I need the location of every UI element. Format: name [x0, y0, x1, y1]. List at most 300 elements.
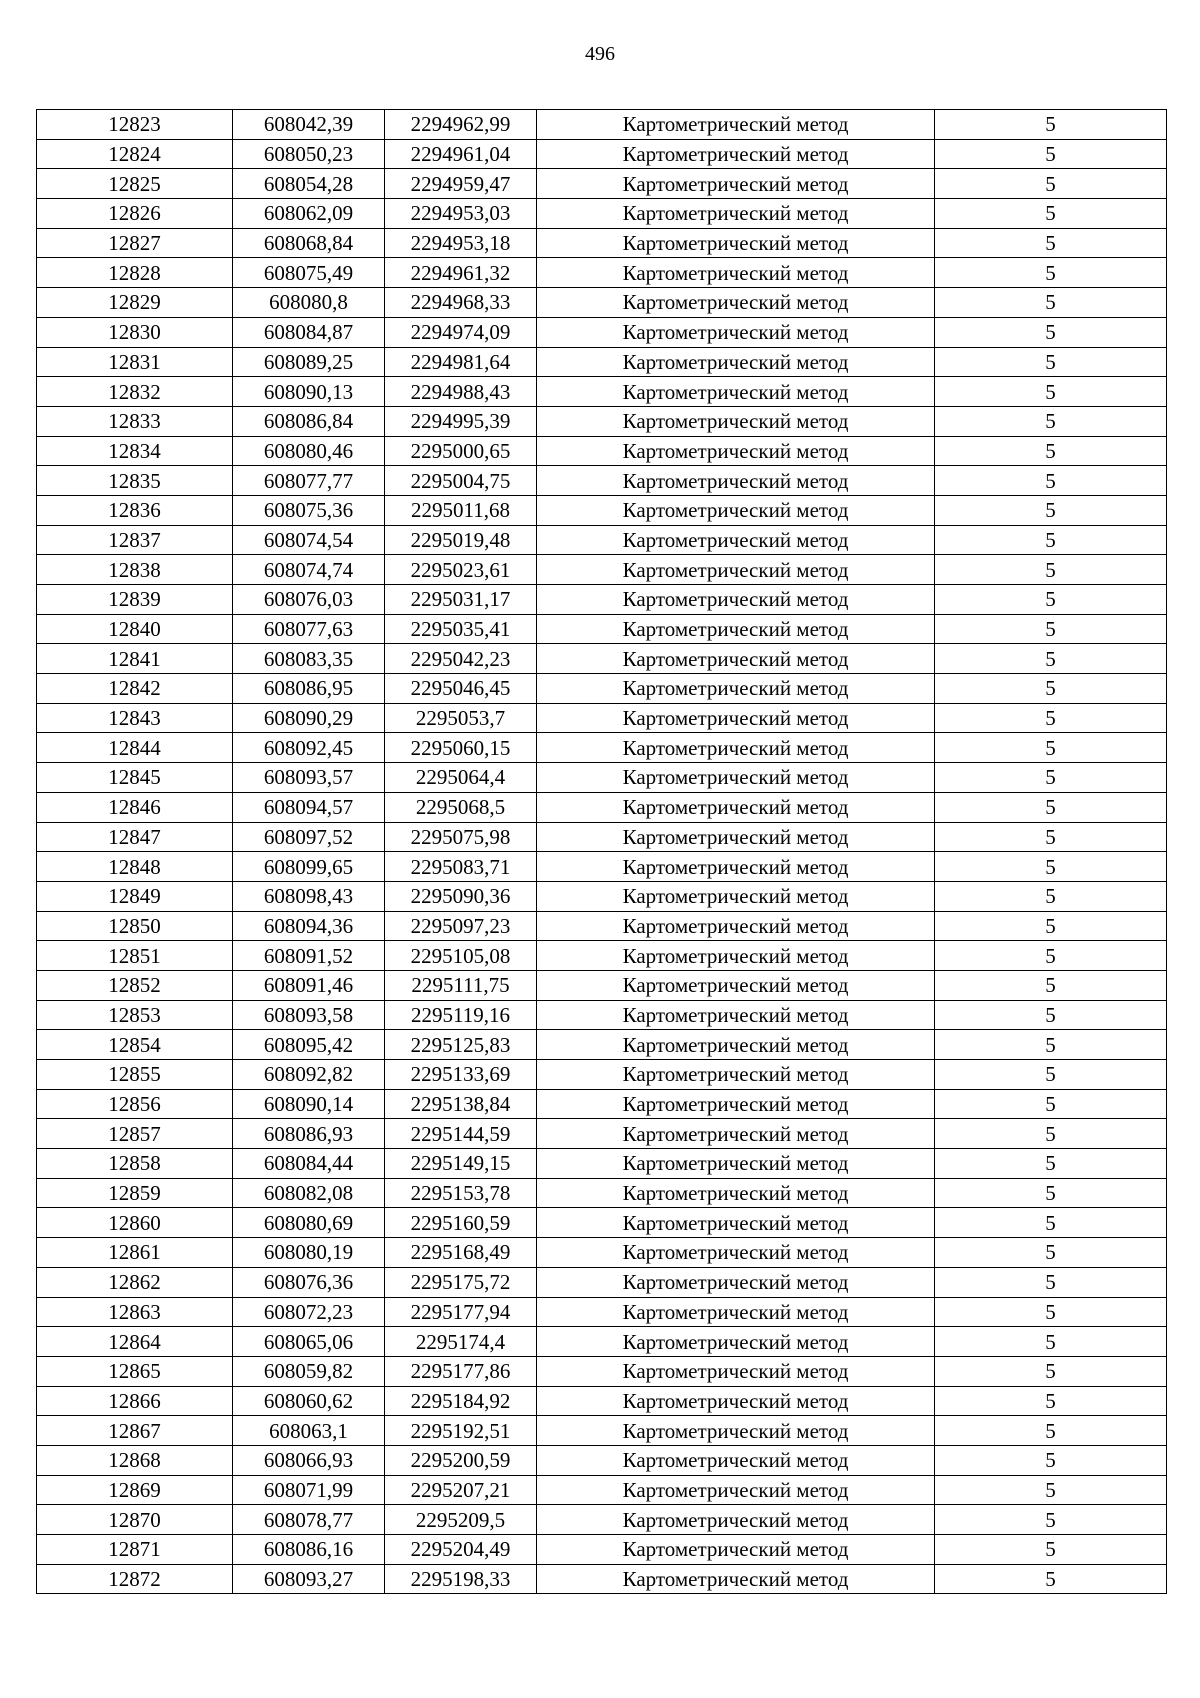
- method-cell: Картометрический метод: [537, 169, 935, 199]
- point-number-cell: 12824: [37, 139, 233, 169]
- table-row: [37, 674, 1167, 704]
- x-coordinate-cell: 608082,08: [233, 1178, 385, 1208]
- x-coordinate-cell: 608078,77: [233, 1505, 385, 1535]
- point-number-cell: 12836: [37, 495, 233, 525]
- accuracy-cell: 5: [935, 1060, 1167, 1090]
- table-row: [37, 881, 1167, 911]
- x-coordinate-cell: 608084,87: [233, 317, 385, 347]
- table-row: [37, 1089, 1167, 1119]
- accuracy-cell: 5: [935, 555, 1167, 585]
- method-cell: Картометрический метод: [537, 436, 935, 466]
- table-row: [37, 1535, 1167, 1565]
- point-number-cell: 12852: [37, 970, 233, 1000]
- method-cell: Картометрический метод: [537, 1505, 935, 1535]
- table-row: [37, 970, 1167, 1000]
- table-row: [37, 466, 1167, 496]
- y-coordinate-cell: 2295160,59: [385, 1208, 537, 1238]
- point-number-cell: 12864: [37, 1327, 233, 1357]
- point-number-cell: 12839: [37, 585, 233, 615]
- table-row: [37, 1000, 1167, 1030]
- y-coordinate-cell: 2295153,78: [385, 1178, 537, 1208]
- x-coordinate-cell: 608076,03: [233, 585, 385, 615]
- point-number-cell: 12863: [37, 1297, 233, 1327]
- x-coordinate-cell: 608090,13: [233, 377, 385, 407]
- table-row: [37, 139, 1167, 169]
- x-coordinate-cell: 608094,36: [233, 911, 385, 941]
- x-coordinate-cell: 608076,36: [233, 1267, 385, 1297]
- y-coordinate-cell: 2295097,23: [385, 911, 537, 941]
- y-coordinate-cell: 2295004,75: [385, 466, 537, 496]
- accuracy-cell: 5: [935, 258, 1167, 288]
- x-coordinate-cell: 608074,74: [233, 555, 385, 585]
- point-number-cell: 12858: [37, 1149, 233, 1179]
- accuracy-cell: 5: [935, 110, 1167, 140]
- table-row: [37, 495, 1167, 525]
- y-coordinate-cell: 2295060,15: [385, 733, 537, 763]
- method-cell: Картометрический метод: [537, 1060, 935, 1090]
- accuracy-cell: 5: [935, 1178, 1167, 1208]
- method-cell: Картометрический метод: [537, 1208, 935, 1238]
- point-number-cell: 12843: [37, 703, 233, 733]
- table-row: [37, 1119, 1167, 1149]
- y-coordinate-cell: 2295174,4: [385, 1327, 537, 1357]
- x-coordinate-cell: 608091,46: [233, 970, 385, 1000]
- y-coordinate-cell: 2295090,36: [385, 881, 537, 911]
- y-coordinate-cell: 2295138,84: [385, 1089, 537, 1119]
- accuracy-cell: 5: [935, 1356, 1167, 1386]
- method-cell: Картометрический метод: [537, 1475, 935, 1505]
- table-row: [37, 406, 1167, 436]
- point-number-cell: 12868: [37, 1445, 233, 1475]
- y-coordinate-cell: 2295200,59: [385, 1445, 537, 1475]
- x-coordinate-cell: 608062,09: [233, 199, 385, 229]
- method-cell: Картометрический метод: [537, 1297, 935, 1327]
- y-coordinate-cell: 2295184,92: [385, 1386, 537, 1416]
- table-row: [37, 1445, 1167, 1475]
- accuracy-cell: 5: [935, 466, 1167, 496]
- x-coordinate-cell: 608080,69: [233, 1208, 385, 1238]
- accuracy-cell: 5: [935, 525, 1167, 555]
- x-coordinate-cell: 608068,84: [233, 228, 385, 258]
- table-row: [37, 555, 1167, 585]
- method-cell: Картометрический метод: [537, 139, 935, 169]
- point-number-cell: 12850: [37, 911, 233, 941]
- accuracy-cell: 5: [935, 1297, 1167, 1327]
- point-number-cell: 12849: [37, 881, 233, 911]
- method-cell: Картометрический метод: [537, 1149, 935, 1179]
- method-cell: Картометрический метод: [537, 614, 935, 644]
- x-coordinate-cell: 608077,63: [233, 614, 385, 644]
- y-coordinate-cell: 2295053,7: [385, 703, 537, 733]
- accuracy-cell: 5: [935, 1386, 1167, 1416]
- method-cell: Картометрический метод: [537, 466, 935, 496]
- point-number-cell: 12870: [37, 1505, 233, 1535]
- table-row: [37, 852, 1167, 882]
- method-cell: Картометрический метод: [537, 852, 935, 882]
- point-number-cell: 12831: [37, 347, 233, 377]
- x-coordinate-cell: 608074,54: [233, 525, 385, 555]
- y-coordinate-cell: 2294961,32: [385, 258, 537, 288]
- method-cell: Картометрический метод: [537, 1356, 935, 1386]
- accuracy-cell: 5: [935, 674, 1167, 704]
- table-row: [37, 110, 1167, 140]
- table-row: [37, 199, 1167, 229]
- x-coordinate-cell: 608080,8: [233, 288, 385, 318]
- point-number-cell: 12848: [37, 852, 233, 882]
- point-number-cell: 12869: [37, 1475, 233, 1505]
- point-number-cell: 12872: [37, 1564, 233, 1594]
- y-coordinate-cell: 2295198,33: [385, 1564, 537, 1594]
- y-coordinate-cell: 2295064,4: [385, 763, 537, 793]
- y-coordinate-cell: 2295105,08: [385, 941, 537, 971]
- y-coordinate-cell: 2295192,51: [385, 1416, 537, 1446]
- point-number-cell: 12835: [37, 466, 233, 496]
- method-cell: Картометрический метод: [537, 674, 935, 704]
- accuracy-cell: 5: [935, 169, 1167, 199]
- y-coordinate-cell: 2294988,43: [385, 377, 537, 407]
- point-number-cell: 12833: [37, 406, 233, 436]
- point-number-cell: 12867: [37, 1416, 233, 1446]
- y-coordinate-cell: 2295149,15: [385, 1149, 537, 1179]
- x-coordinate-cell: 608050,23: [233, 139, 385, 169]
- point-number-cell: 12865: [37, 1356, 233, 1386]
- method-cell: Картометрический метод: [537, 495, 935, 525]
- table-row: [37, 911, 1167, 941]
- y-coordinate-cell: 2294974,09: [385, 317, 537, 347]
- y-coordinate-cell: 2295042,23: [385, 644, 537, 674]
- y-coordinate-cell: 2295177,86: [385, 1356, 537, 1386]
- y-coordinate-cell: 2295068,5: [385, 792, 537, 822]
- table-row: [37, 1475, 1167, 1505]
- y-coordinate-cell: 2294995,39: [385, 406, 537, 436]
- method-cell: Картометрический метод: [537, 1238, 935, 1268]
- y-coordinate-cell: 2295031,17: [385, 585, 537, 615]
- method-cell: Картометрический метод: [537, 555, 935, 585]
- y-coordinate-cell: 2294953,18: [385, 228, 537, 258]
- table-row: [37, 1178, 1167, 1208]
- accuracy-cell: 5: [935, 822, 1167, 852]
- method-cell: Картометрический метод: [537, 1178, 935, 1208]
- table-row: [37, 1297, 1167, 1327]
- method-cell: Картометрический метод: [537, 347, 935, 377]
- point-number-cell: 12856: [37, 1089, 233, 1119]
- accuracy-cell: 5: [935, 614, 1167, 644]
- accuracy-cell: 5: [935, 1208, 1167, 1238]
- x-coordinate-cell: 608086,16: [233, 1535, 385, 1565]
- x-coordinate-cell: 608084,44: [233, 1149, 385, 1179]
- y-coordinate-cell: 2295168,49: [385, 1238, 537, 1268]
- y-coordinate-cell: 2295035,41: [385, 614, 537, 644]
- accuracy-cell: 5: [935, 199, 1167, 229]
- x-coordinate-cell: 608093,58: [233, 1000, 385, 1030]
- table-row: [37, 436, 1167, 466]
- point-number-cell: 12860: [37, 1208, 233, 1238]
- coordinates-table: [36, 109, 1167, 1594]
- table-row: [37, 733, 1167, 763]
- table-row: [37, 377, 1167, 407]
- x-coordinate-cell: 608072,23: [233, 1297, 385, 1327]
- method-cell: Картометрический метод: [537, 1267, 935, 1297]
- method-cell: Картометрический метод: [537, 703, 935, 733]
- y-coordinate-cell: 2294981,64: [385, 347, 537, 377]
- y-coordinate-cell: 2295125,83: [385, 1030, 537, 1060]
- x-coordinate-cell: 608059,82: [233, 1356, 385, 1386]
- x-coordinate-cell: 608093,27: [233, 1564, 385, 1594]
- accuracy-cell: 5: [935, 644, 1167, 674]
- accuracy-cell: 5: [935, 1089, 1167, 1119]
- accuracy-cell: 5: [935, 1505, 1167, 1535]
- table-row: [37, 1060, 1167, 1090]
- table-row: [37, 258, 1167, 288]
- method-cell: Картометрический метод: [537, 911, 935, 941]
- y-coordinate-cell: 2295204,49: [385, 1535, 537, 1565]
- point-number-cell: 12847: [37, 822, 233, 852]
- accuracy-cell: 5: [935, 852, 1167, 882]
- y-coordinate-cell: 2294968,33: [385, 288, 537, 318]
- x-coordinate-cell: 608054,28: [233, 169, 385, 199]
- point-number-cell: 12859: [37, 1178, 233, 1208]
- table-row: [37, 614, 1167, 644]
- x-coordinate-cell: 608077,77: [233, 466, 385, 496]
- y-coordinate-cell: 2295083,71: [385, 852, 537, 882]
- method-cell: Картометрический метод: [537, 644, 935, 674]
- point-number-cell: 12866: [37, 1386, 233, 1416]
- table-row: [37, 644, 1167, 674]
- accuracy-cell: 5: [935, 585, 1167, 615]
- point-number-cell: 12828: [37, 258, 233, 288]
- table-row: [37, 1267, 1167, 1297]
- x-coordinate-cell: 608099,65: [233, 852, 385, 882]
- y-coordinate-cell: 2295023,61: [385, 555, 537, 585]
- y-coordinate-cell: 2294962,99: [385, 110, 537, 140]
- x-coordinate-cell: 608097,52: [233, 822, 385, 852]
- accuracy-cell: 5: [935, 495, 1167, 525]
- accuracy-cell: 5: [935, 406, 1167, 436]
- point-number-cell: 12855: [37, 1060, 233, 1090]
- method-cell: Картометрический метод: [537, 1119, 935, 1149]
- x-coordinate-cell: 608080,46: [233, 436, 385, 466]
- table-row: [37, 228, 1167, 258]
- method-cell: Картометрический метод: [537, 199, 935, 229]
- table-row: [37, 1356, 1167, 1386]
- y-coordinate-cell: 2295207,21: [385, 1475, 537, 1505]
- point-number-cell: 12826: [37, 199, 233, 229]
- table-row: [37, 763, 1167, 793]
- x-coordinate-cell: 608090,14: [233, 1089, 385, 1119]
- accuracy-cell: 5: [935, 1149, 1167, 1179]
- x-coordinate-cell: 608092,82: [233, 1060, 385, 1090]
- point-number-cell: 12837: [37, 525, 233, 555]
- point-number-cell: 12823: [37, 110, 233, 140]
- table-row: [37, 1416, 1167, 1446]
- y-coordinate-cell: 2294959,47: [385, 169, 537, 199]
- x-coordinate-cell: 608089,25: [233, 347, 385, 377]
- point-number-cell: 12840: [37, 614, 233, 644]
- x-coordinate-cell: 608075,36: [233, 495, 385, 525]
- method-cell: Картометрический метод: [537, 228, 935, 258]
- method-cell: Картометрический метод: [537, 733, 935, 763]
- x-coordinate-cell: 608086,95: [233, 674, 385, 704]
- x-coordinate-cell: 608080,19: [233, 1238, 385, 1268]
- accuracy-cell: 5: [935, 1119, 1167, 1149]
- accuracy-cell: 5: [935, 436, 1167, 466]
- method-cell: Картометрический метод: [537, 1386, 935, 1416]
- accuracy-cell: 5: [935, 911, 1167, 941]
- accuracy-cell: 5: [935, 1000, 1167, 1030]
- page-number: 496: [585, 43, 615, 65]
- table-row: [37, 347, 1167, 377]
- table-row: [37, 1327, 1167, 1357]
- method-cell: Картометрический метод: [537, 258, 935, 288]
- accuracy-cell: 5: [935, 1267, 1167, 1297]
- table-row: [37, 941, 1167, 971]
- accuracy-cell: 5: [935, 703, 1167, 733]
- method-cell: Картометрический метод: [537, 1445, 935, 1475]
- y-coordinate-cell: 2295011,68: [385, 495, 537, 525]
- x-coordinate-cell: 608091,52: [233, 941, 385, 971]
- x-coordinate-cell: 608060,62: [233, 1386, 385, 1416]
- y-coordinate-cell: 2295046,45: [385, 674, 537, 704]
- accuracy-cell: 5: [935, 1327, 1167, 1357]
- method-cell: Картометрический метод: [537, 1089, 935, 1119]
- method-cell: Картометрический метод: [537, 377, 935, 407]
- x-coordinate-cell: 608095,42: [233, 1030, 385, 1060]
- point-number-cell: 12861: [37, 1238, 233, 1268]
- table-row: [37, 703, 1167, 733]
- x-coordinate-cell: 608075,49: [233, 258, 385, 288]
- accuracy-cell: 5: [935, 1445, 1167, 1475]
- accuracy-cell: 5: [935, 347, 1167, 377]
- point-number-cell: 12834: [37, 436, 233, 466]
- x-coordinate-cell: 608093,57: [233, 763, 385, 793]
- x-coordinate-cell: 608063,1: [233, 1416, 385, 1446]
- x-coordinate-cell: 608086,93: [233, 1119, 385, 1149]
- point-number-cell: 12830: [37, 317, 233, 347]
- method-cell: Картометрический метод: [537, 406, 935, 436]
- point-number-cell: 12853: [37, 1000, 233, 1030]
- method-cell: Картометрический метод: [537, 792, 935, 822]
- accuracy-cell: 5: [935, 1564, 1167, 1594]
- x-coordinate-cell: 608065,06: [233, 1327, 385, 1357]
- accuracy-cell: 5: [935, 288, 1167, 318]
- method-cell: Картометрический метод: [537, 585, 935, 615]
- method-cell: Картометрический метод: [537, 1327, 935, 1357]
- accuracy-cell: 5: [935, 763, 1167, 793]
- y-coordinate-cell: 2295177,94: [385, 1297, 537, 1327]
- y-coordinate-cell: 2295075,98: [385, 822, 537, 852]
- x-coordinate-cell: 608094,57: [233, 792, 385, 822]
- x-coordinate-cell: 608083,35: [233, 644, 385, 674]
- method-cell: Картометрический метод: [537, 881, 935, 911]
- accuracy-cell: 5: [935, 139, 1167, 169]
- point-number-cell: 12846: [37, 792, 233, 822]
- x-coordinate-cell: 608098,43: [233, 881, 385, 911]
- method-cell: Картометрический метод: [537, 288, 935, 318]
- accuracy-cell: 5: [935, 317, 1167, 347]
- method-cell: Картометрический метод: [537, 525, 935, 555]
- y-coordinate-cell: 2294961,04: [385, 139, 537, 169]
- point-number-cell: 12829: [37, 288, 233, 318]
- y-coordinate-cell: 2295119,16: [385, 1000, 537, 1030]
- table-row: [37, 585, 1167, 615]
- point-number-cell: 12871: [37, 1535, 233, 1565]
- method-cell: Картометрический метод: [537, 1535, 935, 1565]
- table-row: [37, 1030, 1167, 1060]
- point-number-cell: 12832: [37, 377, 233, 407]
- accuracy-cell: 5: [935, 1238, 1167, 1268]
- table-row: [37, 822, 1167, 852]
- x-coordinate-cell: 608090,29: [233, 703, 385, 733]
- x-coordinate-cell: 608042,39: [233, 110, 385, 140]
- x-coordinate-cell: 608092,45: [233, 733, 385, 763]
- method-cell: Картометрический метод: [537, 941, 935, 971]
- y-coordinate-cell: 2295209,5: [385, 1505, 537, 1535]
- table-row: [37, 1564, 1167, 1594]
- accuracy-cell: 5: [935, 377, 1167, 407]
- point-number-cell: 12827: [37, 228, 233, 258]
- y-coordinate-cell: 2295019,48: [385, 525, 537, 555]
- accuracy-cell: 5: [935, 228, 1167, 258]
- method-cell: Картометрический метод: [537, 317, 935, 347]
- point-number-cell: 12825: [37, 169, 233, 199]
- y-coordinate-cell: 2295175,72: [385, 1267, 537, 1297]
- y-coordinate-cell: 2295144,59: [385, 1119, 537, 1149]
- accuracy-cell: 5: [935, 733, 1167, 763]
- x-coordinate-cell: 608066,93: [233, 1445, 385, 1475]
- table-row: [37, 1149, 1167, 1179]
- table-row: [37, 1208, 1167, 1238]
- y-coordinate-cell: 2295000,65: [385, 436, 537, 466]
- accuracy-cell: 5: [935, 881, 1167, 911]
- table-row: [37, 1238, 1167, 1268]
- method-cell: Картометрический метод: [537, 1564, 935, 1594]
- method-cell: Картометрический метод: [537, 822, 935, 852]
- accuracy-cell: 5: [935, 970, 1167, 1000]
- method-cell: Картометрический метод: [537, 1416, 935, 1446]
- x-coordinate-cell: 608071,99: [233, 1475, 385, 1505]
- method-cell: Картометрический метод: [537, 763, 935, 793]
- point-number-cell: 12842: [37, 674, 233, 704]
- accuracy-cell: 5: [935, 1416, 1167, 1446]
- method-cell: Картометрический метод: [537, 1000, 935, 1030]
- y-coordinate-cell: 2294953,03: [385, 199, 537, 229]
- point-number-cell: 12857: [37, 1119, 233, 1149]
- method-cell: Картометрический метод: [537, 970, 935, 1000]
- table-row: [37, 169, 1167, 199]
- method-cell: Картометрический метод: [537, 110, 935, 140]
- point-number-cell: 12851: [37, 941, 233, 971]
- table-row: [37, 1386, 1167, 1416]
- table-row: [37, 317, 1167, 347]
- point-number-cell: 12841: [37, 644, 233, 674]
- accuracy-cell: 5: [935, 792, 1167, 822]
- x-coordinate-cell: 608086,84: [233, 406, 385, 436]
- point-number-cell: 12862: [37, 1267, 233, 1297]
- table-row: [37, 792, 1167, 822]
- coordinates-table-body: [37, 110, 1167, 1594]
- accuracy-cell: 5: [935, 1475, 1167, 1505]
- accuracy-cell: 5: [935, 941, 1167, 971]
- table-row: [37, 288, 1167, 318]
- point-number-cell: 12838: [37, 555, 233, 585]
- method-cell: Картометрический метод: [537, 1030, 935, 1060]
- point-number-cell: 12845: [37, 763, 233, 793]
- point-number-cell: 12854: [37, 1030, 233, 1060]
- table-row: [37, 525, 1167, 555]
- y-coordinate-cell: 2295133,69: [385, 1060, 537, 1090]
- table-row: [37, 1505, 1167, 1535]
- accuracy-cell: 5: [935, 1535, 1167, 1565]
